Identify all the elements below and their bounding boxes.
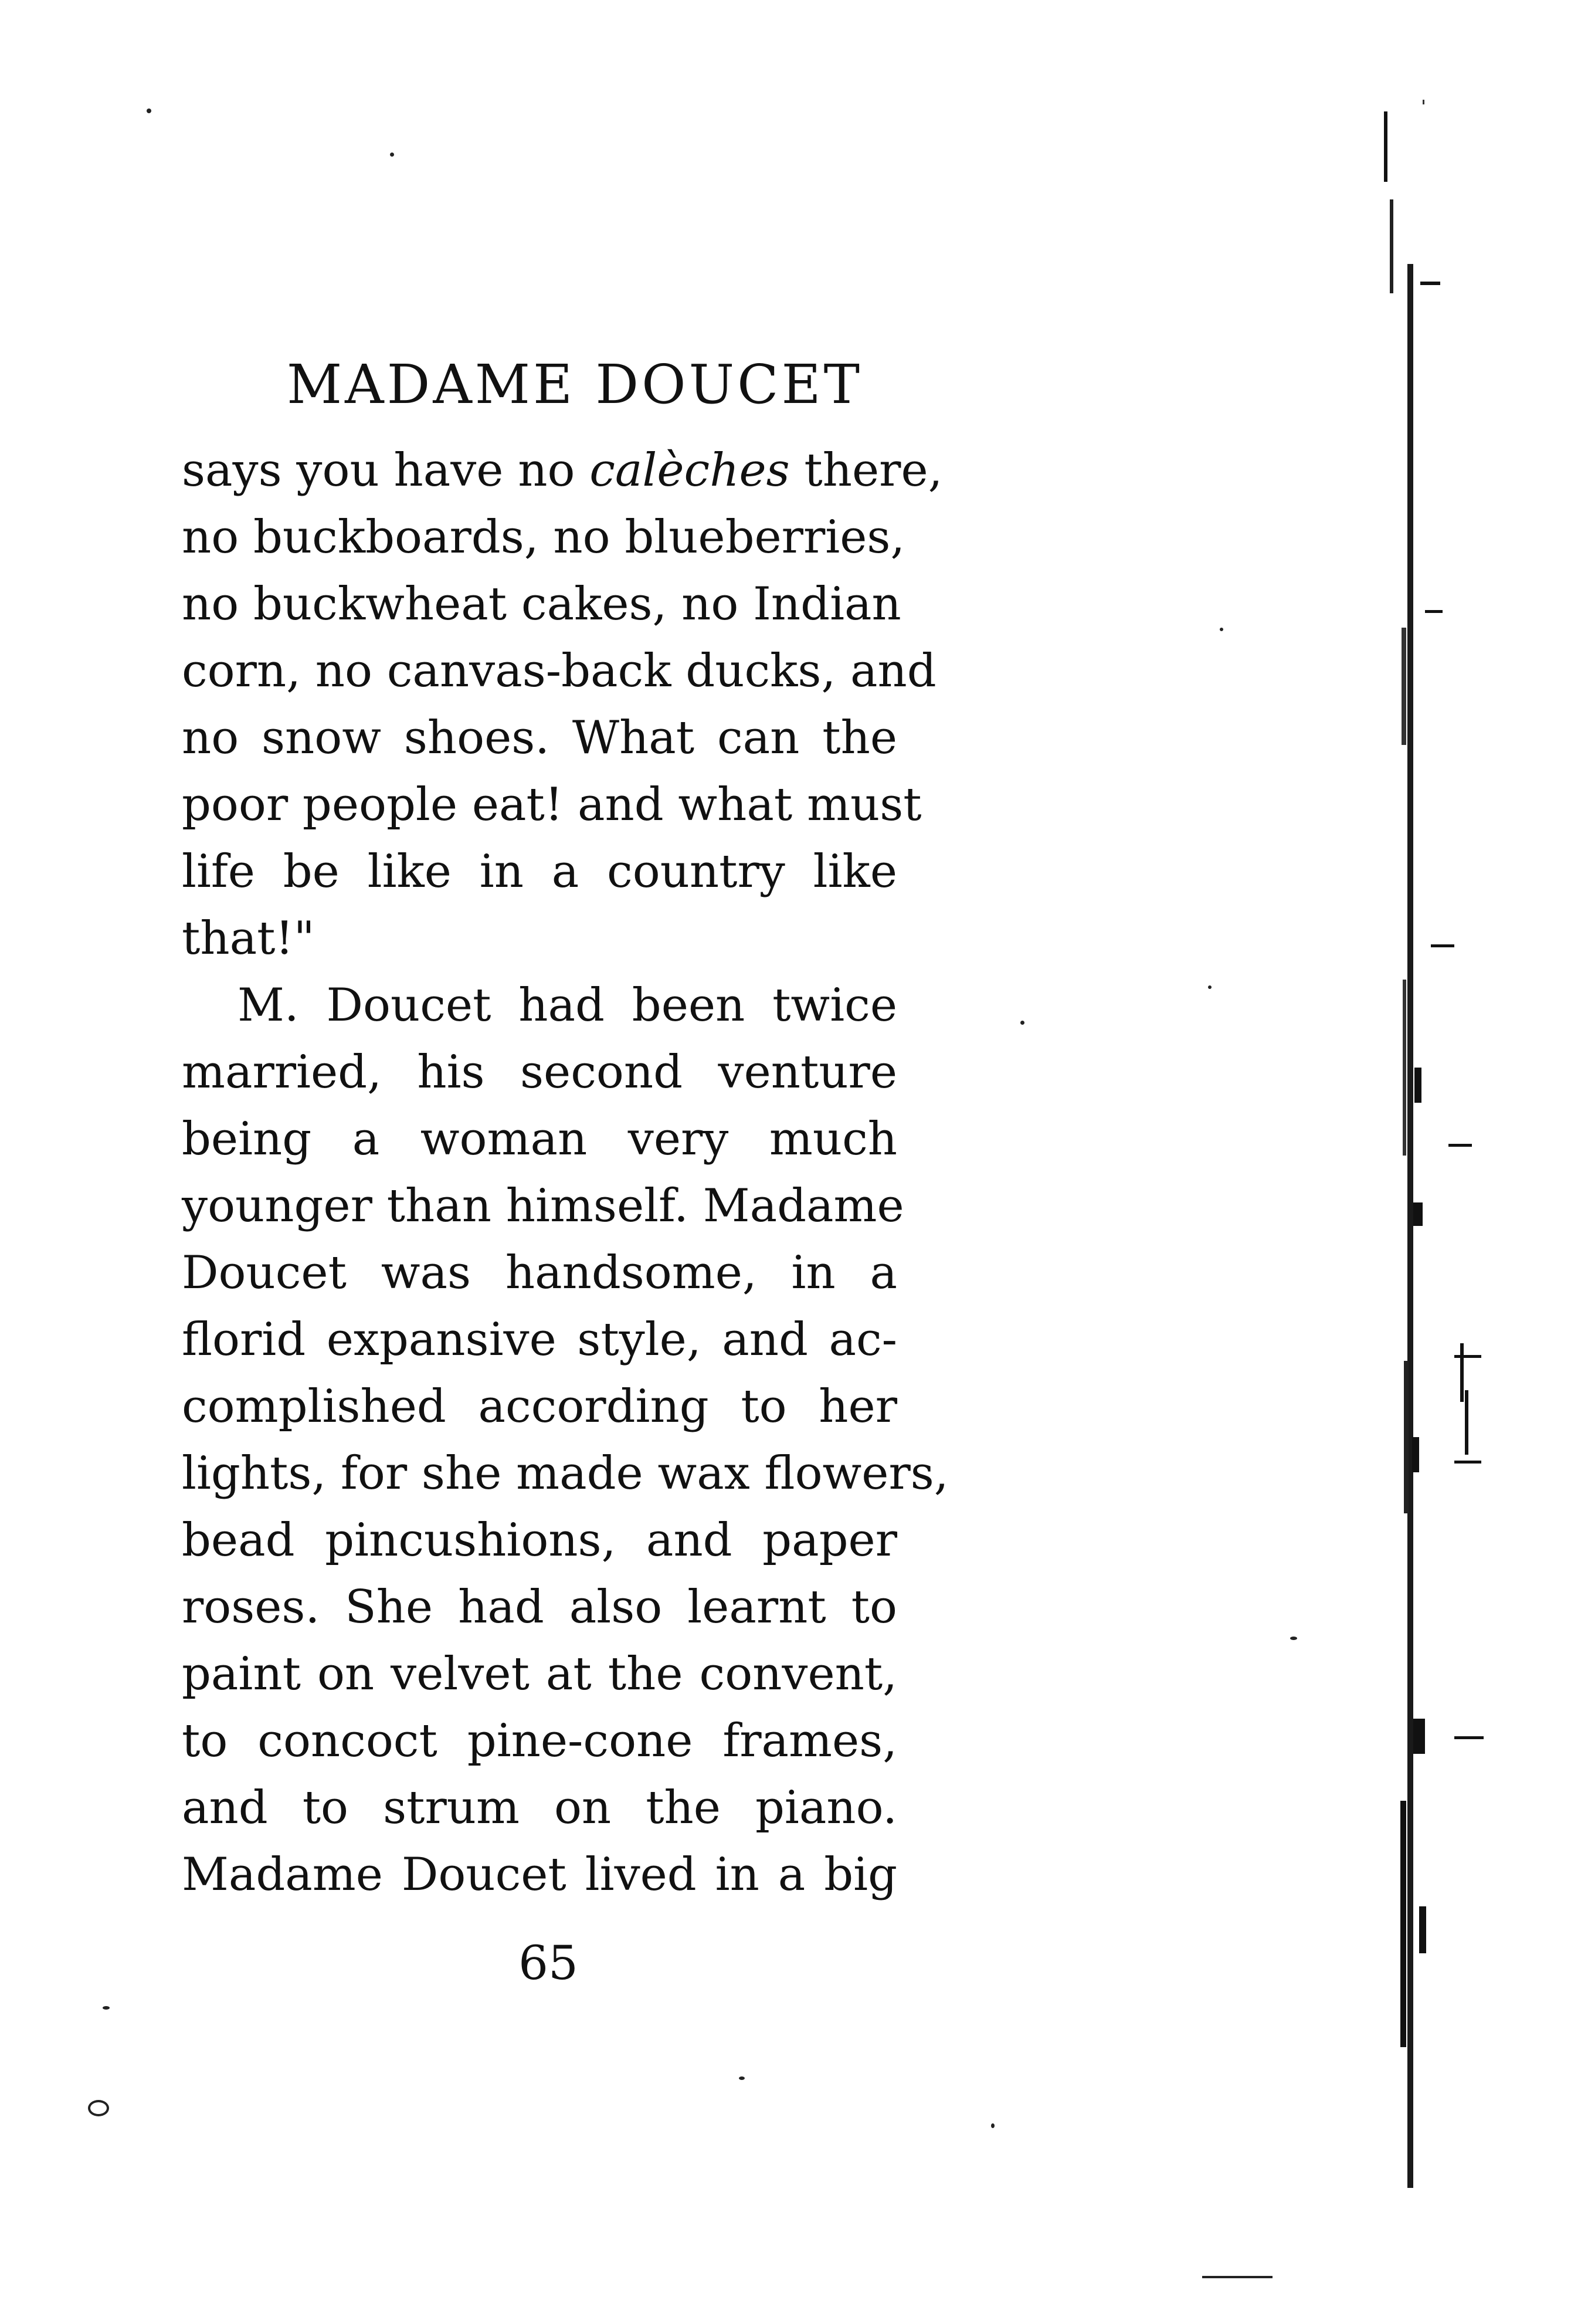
text-line: no buckwheat cakes, no Indian [182,578,901,631]
text-line: paint on velvet at the convent, [182,1648,897,1700]
text-line: life be like in a country like [182,845,897,898]
text-line: M. Doucet had been twice [237,979,897,1032]
text-line: bead pincushions, and paper [182,1514,897,1567]
scan-speck [390,153,394,157]
italic-word: calèches [589,444,790,497]
scan-speck [991,2123,995,2128]
text-line: to concoct pine-cone frames, [182,1715,897,1767]
scan-speck [103,2006,110,2010]
text-line: corn, no canvas-back ducks, and [182,645,937,697]
scan-speck [739,2076,745,2080]
binding-gutter-noise [1366,100,1519,2211]
scan-speck [147,109,151,113]
text-line: lights, for she made wax flowers, [182,1447,949,1500]
text-line: roses. She had also learnt to [182,1581,897,1634]
text-line: complished according to her [182,1380,897,1433]
text-line: that!" [182,912,315,965]
scan-speck [88,2100,109,2116]
scan-speck [1020,1021,1024,1025]
text-line: says you have no calèches there, [182,444,943,497]
text-line: and to strum on the piano. [182,1781,897,1834]
body-text [182,437,949,1908]
text-line: being a woman very much [182,1113,897,1166]
text-line: married, his second venture [182,1046,897,1099]
text-line: Doucet was handsome, in a [182,1246,897,1299]
text-line: no buckboards, no blueberries, [182,511,905,564]
text-line: poor people eat! and what must [182,778,922,831]
scan-speck [1220,628,1223,631]
page-number: 65 [518,1936,578,1990]
text-line: Madame Doucet lived in a big [182,1848,897,1901]
running-head: MADAME DOUCET [286,353,863,416]
scan-speck [1290,1637,1297,1640]
text-line: no snow shoes. What can the [182,712,897,764]
text-line: younger than himself. Madame [182,1180,904,1232]
scan-speck [1208,985,1212,989]
text-line: florid expansive style, and ac- [182,1313,897,1366]
scan-speck [1202,2276,1273,2278]
